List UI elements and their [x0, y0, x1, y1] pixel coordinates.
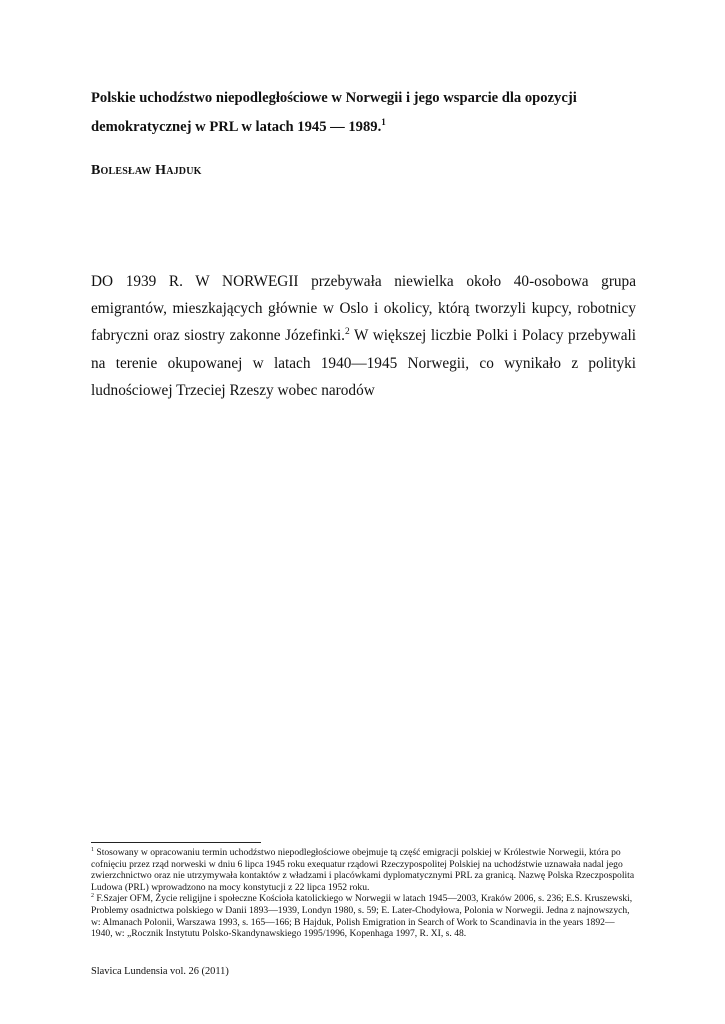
body-text-part-2: W większej liczbie Polki i Polacy przebywali na terenie okupowanej w latach 1940—1945 Norwegii, co wynikało z polityki ludnościowej Trzeciej Rzeszy wobec narodów: [91, 327, 636, 399]
footnote-2: [91, 893, 636, 939]
author-name: Bolesław Hajduk: [91, 163, 202, 178]
footnotes: [91, 847, 636, 940]
article-title: [91, 84, 636, 142]
title-footnote-ref: 1: [381, 117, 386, 128]
page-footer: Slavica Lundensia vol. 26 (2011): [91, 966, 229, 977]
footnote-2-text: F.Szajer OFM, Życie religijne i społeczne Kościoła katolickiego w Norwegii w latach 1945—2003, Kraków 2006, s. 236; E.S. Kruszewski, Problemy osadnictwa polskiego w Danii 1893—1939, Londyn 1980, s. 59; E. Later-Chodyłowa, Polonia w Norwegii. Jedna z najnowszych, w: Almanach Polonii, Warszawa 1993, s. 165—166; B Hajduk, Polish Emigration in Search of Work to Scandinavia in the years 1892—1940, w: „Rocznik Instytutu Polsko-Skandynawskiego 1995/1996, Kopenhaga 1997, R. XI, s. 48.: [91, 893, 633, 940]
body-text-part-1: DO 1939 R. W NORWEGII przebywała niewielka około 40-osobowa grupa emigrantów, mieszkających głównie w Oslo i okolicy, którą tworzyli kupcy, robotnicy fabryczni oraz siostry zakonne Józefinki.: [91, 273, 636, 345]
footnote-divider: [91, 842, 261, 843]
footnote-1-marker: 1: [91, 846, 94, 853]
footnote-1: [91, 847, 636, 893]
footnote-2-marker: 2: [91, 893, 94, 900]
body-footnote-ref: 2: [345, 327, 350, 338]
footnote-1-text: Stosowany w opracowaniu termin uchodźstwo niepodległościowe obejmuje tą część emigracji polskiej w Królestwie Norwegii, która po cofnięciu przez rząd norweski w dniu 6 lipca 1945 roku exequatur rządowi Rzeczypospolitej Polskiej na uchodźstwie uznawała nadal jego zwierzchnictwo oraz nie utrzymywała kontaktów z władzami i placówkami dyplomatycznymi PRL za granicą. Nazwę Polska Rzeczpospolita Ludowa (PRL) wprowadzono na mocy konstytucji z 22 lipca 1952 roku.: [91, 847, 635, 893]
body-paragraph: [91, 268, 636, 404]
article-title-text: Polskie uchodźstwo niepodległościowe w Norwegii i jego wsparcie dla opozycji demokratycznej w PRL w latach 1945 — 1989.: [91, 90, 577, 135]
